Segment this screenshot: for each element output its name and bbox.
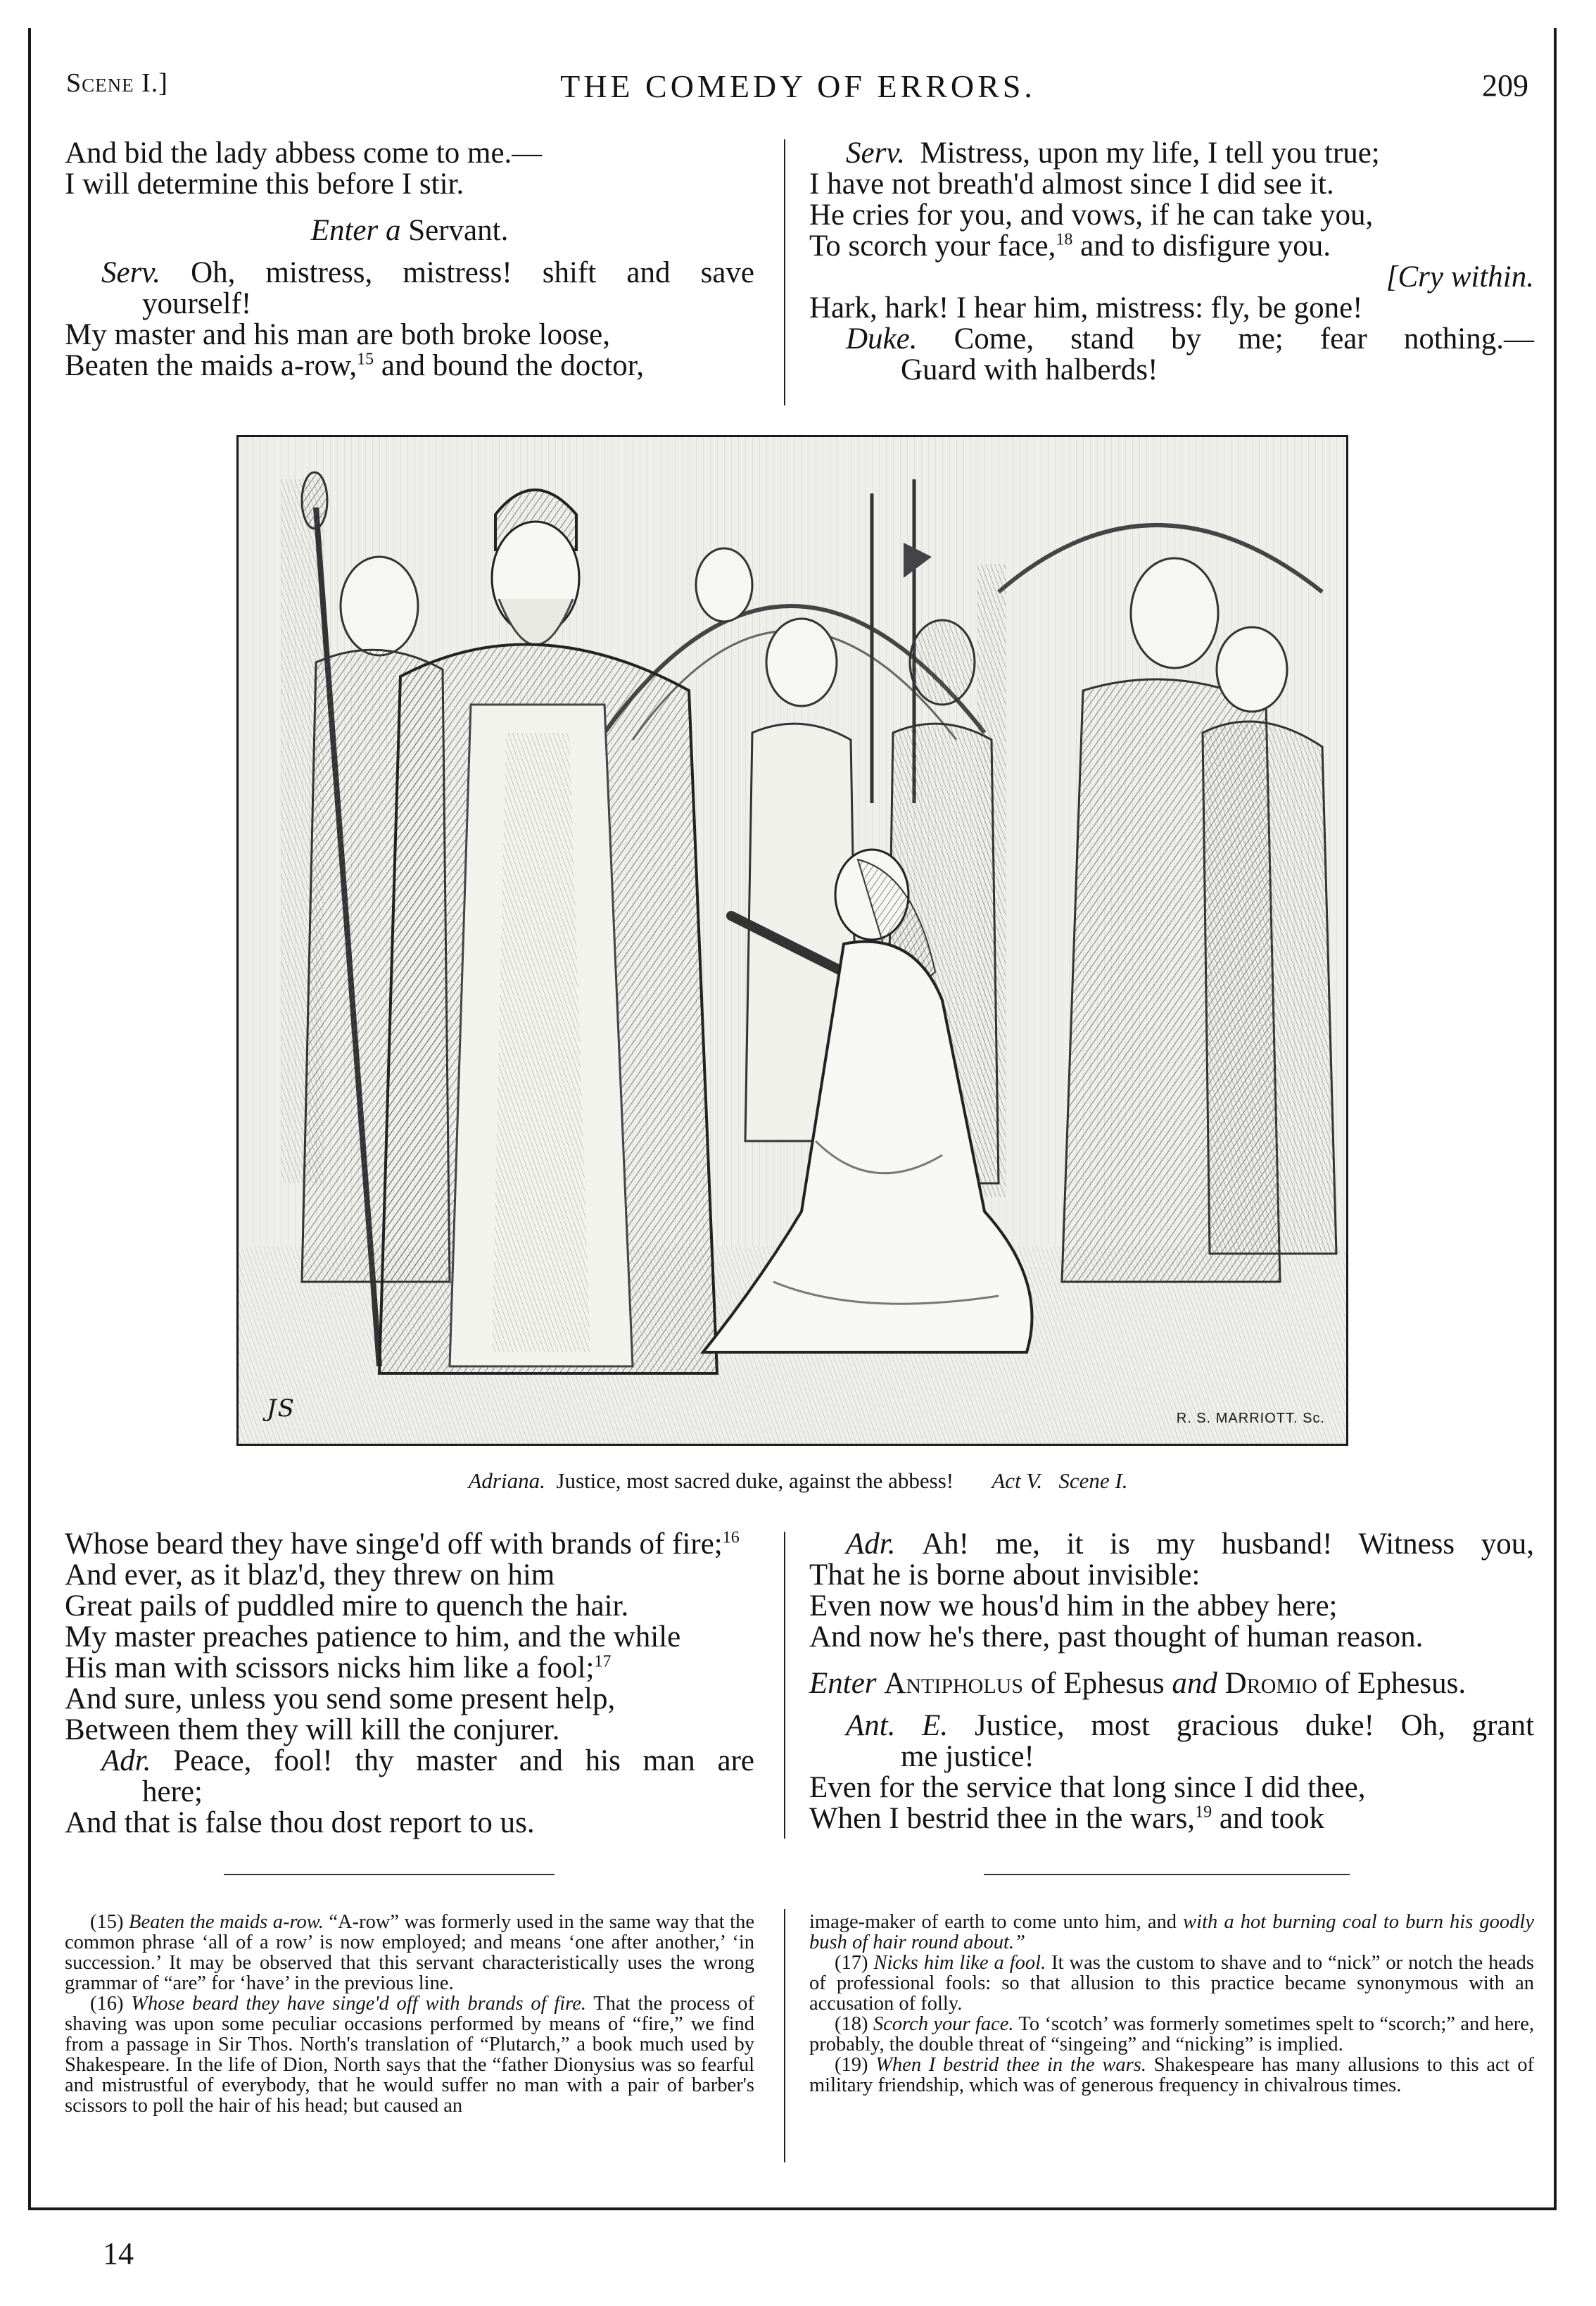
verse-line: Whose beard they have singe'd off with brands of fire;$^{16}$ (65, 1527, 740, 1561)
verse-line: And bid the lady abbess come to me.— (65, 137, 543, 170)
verse-line: Hark, hark! I hear him, mistress: fly, be gone! (809, 291, 1363, 325)
speaker: Ant. E. (846, 1709, 949, 1742)
mid-right-column (809, 1529, 1534, 1834)
verse-line: I will determine this before I stir. (65, 168, 464, 201)
footnote-17: (17) Nicks him like a fool. It was the custom to shave and to “nick” or notch the heads of professional fools: so that allusion to this practice became synonymous with an accusation of folly. (809, 1952, 1535, 2015)
speech-first-line: Duke. Come, stand by me; fear nothing.— (846, 322, 1534, 355)
speech-first-line: Serv. Mistress, upon my life, I tell you true; (846, 137, 1380, 170)
engraving-drawing (239, 437, 1346, 1444)
running-head-title: THE COMEDY OF ERRORS. (560, 68, 1036, 104)
column-rule-top (784, 139, 785, 405)
top-right-column (809, 138, 1534, 386)
verse-line: I have not breath'd almost since I did see it. (809, 168, 1334, 201)
page-number: 209 (1482, 68, 1528, 103)
artist-monogram: JS (267, 1394, 296, 1423)
engraver-signature: R. S. MARRIOTT. Sc. (1176, 1411, 1325, 1426)
verse-line: And sure, unless you send some present help, (65, 1682, 616, 1715)
verse-line: Even for the service that long since I did thee, (809, 1771, 1366, 1804)
footnote-18: (18) Scorch your face. To ‘scotch’ was formerly sometimes spelt to “scorch;” and here, probably, the double threat of “singeing” and “nicking” is implied. (809, 2013, 1535, 2055)
footnote-ref: 19 (1195, 1803, 1212, 1822)
verse-line: And ever, as it blaz'd, they threw on him (65, 1558, 555, 1592)
verse-line: That he is borne about invisible: (809, 1558, 1201, 1592)
footnote-19: (19) When I bestrid thee in the wars. Shakespeare has many allusions to this act of military friendship, which was of generous frequency in chivalrous times. (809, 2054, 1534, 2096)
verse-line: And now he's there, past thought of human reason. (809, 1620, 1424, 1653)
footnote-ref: 18 (1056, 230, 1073, 249)
verse-line: And that is false thou dost report to us. (65, 1806, 535, 1839)
verse-line: Great pails of puddled mire to quench the hair. (65, 1589, 629, 1623)
stage-direction: Enter a Servant. (310, 214, 509, 247)
speech-continuation: me justice! (901, 1740, 1034, 1773)
footnote-rule-right (984, 1874, 1350, 1875)
verse-line: To scorch your face,$^{18}$ and to disfigure you. (809, 229, 1331, 263)
engraving-illustration (236, 435, 1348, 1446)
mid-left-column (65, 1529, 754, 1839)
top-left-column (65, 138, 754, 382)
column-rule-middle (784, 1532, 785, 1839)
footnotes-left (65, 1912, 754, 2116)
footnote-ref: 17 (594, 1652, 612, 1671)
speech-continuation: yourself! (142, 287, 252, 320)
speech-first-line: Ant. E. Justice, most gracious duke! Oh, grant (846, 1709, 1535, 1742)
column-rule-footnotes (784, 1909, 785, 2162)
verse-line: Even now we hous'd him in the abbey here; (809, 1589, 1338, 1623)
verse-line: Beaten the maids a-row,$^{15}$ and bound the doctor, (65, 349, 645, 382)
running-head-scene: Scene I.] (66, 68, 168, 98)
verse-line: His man with scissors nicks him like a fool;$^{17}$ (65, 1651, 612, 1684)
stage-direction: Enter Antipholus of Ephesus and Dromio of Ephesus. (809, 1667, 1467, 1700)
speaker: Adr. (101, 1744, 151, 1777)
verse-line: My master and his man are both broke loose, (65, 318, 611, 351)
speaker: Adr. (846, 1527, 896, 1561)
speaker: Duke. (846, 322, 918, 355)
footnote-ref: 15 (357, 350, 374, 369)
footnote-16: (16) Whose beard they have singe'd off with brands of fire. That the process of shaving was upon some peculiar occasions performed by means of “fire,” we find from a passage in Sir Thos. North's translation of “Plutarch,” a book much used by Shakespeare. In the life of Dion, North says that the “father Dionysius was so fearful and mistrustful of everybody, that he would suffer no man with a pair of barber's scissors to poll the hair of his head; but caused an (65, 1993, 754, 2117)
speaker: Serv. (846, 137, 905, 170)
footnotes-right (809, 1912, 1534, 2096)
verse-line: When I bestrid thee in the wars,$^{19}$ and took (809, 1802, 1325, 1835)
speech-first-line: Adr. Ah! me, it is my husband! Witness you, (846, 1527, 1535, 1561)
verse-line: Between them they will kill the conjurer. (65, 1713, 560, 1746)
footnote-16-continued: image-maker of earth to come unto him, and with a hot burning coal to burn his goodly bush of hair round about.” (809, 1911, 1534, 1953)
speech-first-line: Adr. Peace, fool! thy master and his man are (101, 1744, 754, 1777)
sheet-number: 14 (103, 2236, 134, 2271)
speech-first-line: Serv. Oh, mistress, mistress! shift and save (101, 256, 755, 289)
footnote-15: (15) Beaten the maids a-row. “A-row” was formerly used in the same way that the common phrase ‘all of a row’ is now employed; and means ‘one after another,’ ‘in succession.’ It may be observed that this servant characteristically uses the wrong grammar of “are” for ‘have’ in the previous line. (65, 1911, 754, 1994)
illustration-caption: Adriana. Justice, most sacred duke, against the abbess! Act V. Scene I. (468, 1468, 1128, 1493)
footnote-rule-left (224, 1874, 555, 1875)
footnote-ref: 16 (722, 1528, 740, 1547)
stage-direction: [Cry within. (1386, 260, 1534, 294)
verse-line: My master preaches patience to him, and the while (65, 1620, 681, 1653)
verse-line: He cries for you, and vows, if he can take you, (809, 199, 1374, 232)
speech-continuation: Guard with halberds! (901, 353, 1158, 386)
speaker: Serv. (101, 256, 160, 289)
speech-continuation: here; (142, 1775, 203, 1808)
